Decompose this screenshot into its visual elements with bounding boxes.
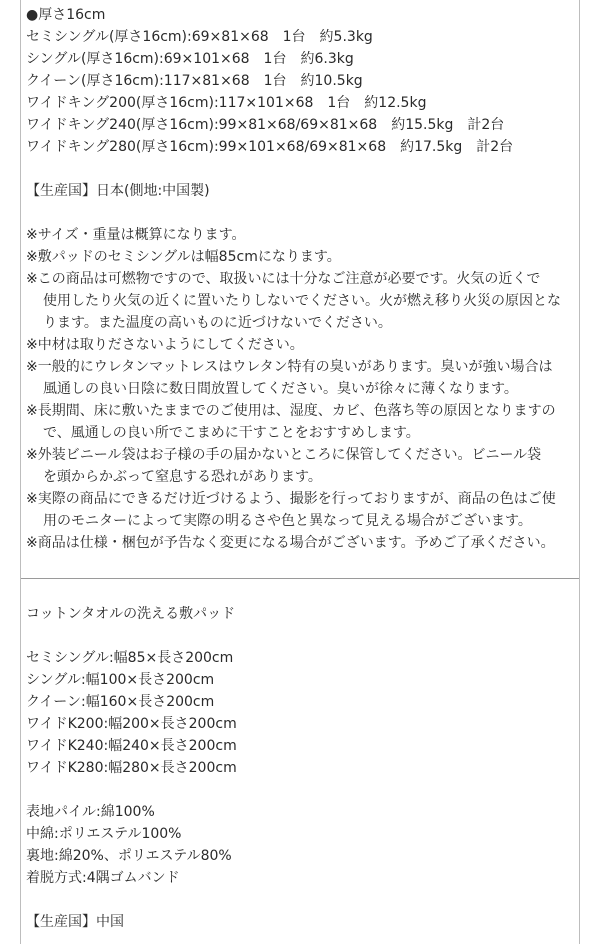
- notes-list: [26, 224, 576, 554]
- mattress-size-row: ワイドキング280(厚さ16cm):99×101×68/69×81×68 約17.5kg 計2台: [26, 139, 514, 155]
- note-text: ※サイズ・重量は概算になります。: [26, 227, 246, 243]
- mattress-size-row: ワイドキング240(厚さ16cm):99×81×68/69×81×68 約15.5kg 計2台: [26, 117, 505, 133]
- note-text: ※この商品は可燃物ですので、取扱いには十分なご注意が必要です。火気の近くで: [26, 271, 541, 287]
- mattress-size-row: セミシングル(厚さ16cm):69×81×68 1台 約5.3kg: [26, 29, 373, 45]
- note-item: [26, 268, 576, 334]
- mattress-size-row: クイーン(厚さ16cm):117×81×68 1台 約10.5kg: [26, 73, 363, 89]
- section-divider: [21, 578, 579, 579]
- note-item: [26, 444, 576, 488]
- note-text: ※一般的にウレタンマットレスはウレタン特有の臭いがあります。臭いが強い場合は: [26, 359, 553, 375]
- note-item: [26, 400, 576, 444]
- note-text-continued: で、風通しの良い所でこまめに干すことをおすすめします。: [43, 425, 420, 441]
- note-item: [26, 488, 576, 532]
- pad-title: コットンタオルの洗える敷パッド: [26, 606, 236, 622]
- note-item: [26, 532, 576, 554]
- pad-spec-section: [26, 603, 576, 933]
- pad-size-row: ワイドK200:幅200×長さ200cm: [26, 716, 237, 732]
- pad-size-row: クイーン:幅160×長さ200cm: [26, 694, 215, 710]
- note-text-continued: 風通しの良い日陰に数日間放置してください。臭いが徐々に薄くなります。: [43, 381, 518, 397]
- note-text: ※長期間、床に敷いたままでのご使用は、湿度、カビ、色落ち等の原因となりますの: [26, 403, 556, 419]
- pad-material-row: 表地パイル:綿100%: [26, 804, 155, 820]
- note-text-continued: を頭からかぶって窒息する恐れがあります。: [43, 469, 322, 485]
- note-text-continued: 用のモニターによって実際の明るさや色と異なって見える場合がございます。: [43, 513, 532, 529]
- pad-size-row: シングル:幅100×長さ200cm: [26, 672, 215, 688]
- mattress-size-row: シングル(厚さ16cm):69×101×68 1台 約6.3kg: [26, 51, 354, 67]
- pad-size-row: セミシングル:幅85×長さ200cm: [26, 650, 234, 666]
- mattress-origin: 【生産国】日本(側地:中国製): [26, 183, 210, 199]
- note-item: [26, 246, 576, 268]
- note-text: ※実際の商品にできるだけ近づけるよう、撮影を行っておりますが、商品の色はご使: [26, 491, 556, 507]
- note-text-continued: 使用したり火気の近くに置いたりしないでください。火が燃え移り火災の原因とな: [43, 293, 561, 309]
- mattress-size-row: ワイドキング200(厚さ16cm):117×101×68 1台 約12.5kg: [26, 95, 427, 111]
- pad-size-row: ワイドK240:幅240×長さ200cm: [26, 738, 237, 754]
- note-item: [26, 224, 576, 246]
- note-text: ※中材は取りださないようにしてください。: [26, 337, 304, 353]
- note-item: [26, 356, 576, 400]
- pad-material-row: 裏地:綿20%、ポリエステル80%: [26, 848, 232, 864]
- note-text: ※外装ビニール袋はお子様の手の届かないところに保管してください。ビニール袋: [26, 447, 542, 463]
- thickness-heading: ●厚さ16cm: [26, 7, 106, 23]
- note-text: ※商品は仕様・梱包が予告なく変更になる場合がございます。予めご了承ください。: [26, 535, 555, 551]
- mattress-spec-section: [26, 4, 576, 554]
- pad-material-row: 着脱方式:4隅ゴムバンド: [26, 870, 180, 886]
- spec-frame: [20, 0, 580, 944]
- pad-material-row: 中綿:ポリエステル100%: [26, 826, 182, 842]
- note-text: ※敷パッドのセミシングルは幅85cmになります。: [26, 249, 341, 265]
- pad-size-row: ワイドK280:幅280×長さ200cm: [26, 760, 237, 776]
- pad-origin: 【生産国】中国: [26, 914, 124, 930]
- note-item: [26, 334, 576, 356]
- note-text-continued: ります。また温度の高いものに近づけないでください。: [43, 315, 392, 331]
